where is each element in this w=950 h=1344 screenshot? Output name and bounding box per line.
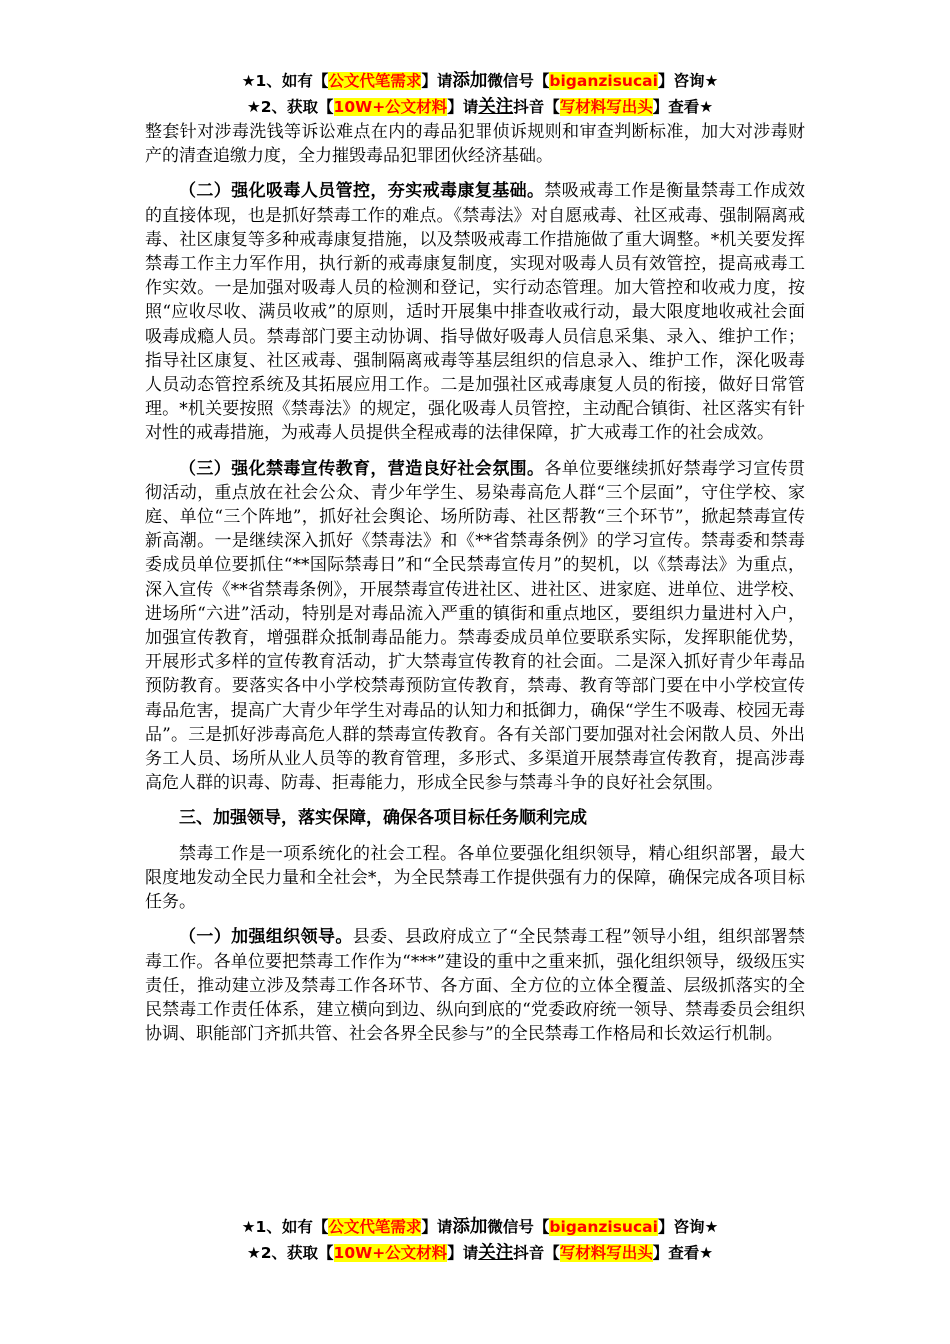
banner-text: 】查看★ [652, 98, 714, 116]
banner-text: 】请 [421, 1218, 453, 1236]
banner-text: ★1、如有【 [241, 72, 329, 90]
banner-text: 微信号【 [487, 72, 550, 90]
banner-emphasis: 添加 [452, 1217, 488, 1237]
banner-line-2 [140, 1240, 820, 1266]
paragraph-heading: （一）加强组织领导。 [179, 927, 353, 948]
paragraph-text: 县委、县政府成立了“全民禁毒工程”领导小组，组织部署禁毒工作。各单位要把禁毒工作作为“***”建设的重中之重来抓，强化组织领导，级级压实责任，推动建立涉及禁毒工作各环节、各方面、全方位的立体全覆盖、层级抓落实的全民禁毒工作责任体系，建立横向到边、纵向到底的“党委政府统一领导、禁毒委员会组织协调、职能部门齐抓共管、社会各界全民参与”的全民禁毒工作格局和长效运行机制。 [145, 927, 805, 1045]
banner-text: 抖音【 [513, 1244, 560, 1262]
banner-highlight: 10W+公文材料 [333, 98, 448, 116]
banner-text: 】请 [421, 72, 453, 90]
banner-line-1 [140, 1214, 820, 1240]
banner-text: 】咨询★ [657, 1218, 719, 1236]
section-heading: 三、加强领导，落实保障，确保各项目标任务顺利完成 [179, 808, 587, 829]
banner-douyin-id: 写材料写出头 [559, 98, 653, 116]
banner-text: ★1、如有【 [241, 1218, 329, 1236]
paragraph-heading: （二）强化吸毒人员管控，夯实戒毒康复基础。 [179, 181, 545, 202]
paragraph-heading: （三）强化禁毒宣传教育，营造良好社会氛围。 [179, 458, 545, 479]
banner-wechat-id: biganzisucai [549, 72, 658, 90]
banner-text: 微信号【 [487, 1218, 550, 1236]
document-body [145, 120, 805, 1057]
banner-emphasis: 添加 [452, 71, 488, 91]
banner-text: 】查看★ [652, 1244, 714, 1262]
banner-text: 抖音【 [513, 98, 560, 116]
ad-banner-bottom [140, 1214, 820, 1266]
banner-wechat-id: biganzisucai [549, 1218, 658, 1236]
banner-line-1 [140, 68, 820, 94]
paragraph-text: 各单位要继续抓好禁毒学习宣传贯彻活动，重点放在社会公众、青少年学生、易染毒高危人群“三个层面”，守住学校、家庭、单位“三个阵地”，抓好社会舆论、场所防毒、社区帮教“三个环节”，掀起禁毒宣传新高潮。一是继续深入抓好《禁毒法》和《**省禁毒条例》的学习宣传。禁毒委和禁毒委成员单位要抓住“**国际禁毒日”和“全民禁毒宣传月”的契机，以《禁毒法》为重点，深入宣传《**省禁毒条例》，开展禁毒宣传进社区、进社区、进家庭、进单位、进学校、进场所“六进”活动，特别是对毒品流入严重的镇街和重点地区，要组织力量进村入户，加强宣传教育，增强群众抵制毒品能力。禁毒委成员单位要联系实际，发挥职能优势，开展形式多样的宣传教育活动，扩大禁毒宣传教育的社会面。二是深入抓好青少年毒品预防教育。要落实各中小学校禁毒预防宣传教育，禁毒、教育等部门要在中小学校宣传毒品危害，提高广大青少年学生对毒品的认知力和抵御力，确保“学生不吸毒、校园无毒品”。三是抓好涉毒高危人群的禁毒宣传教育。各有关部门要加强对社会闲散人员、外出务工人员、场所从业人员等的教育管理，多形式、多渠道开展禁毒宣传教育，提高涉毒高危人群的识毒、防毒、拒毒能力，形成全民参与禁毒斗争的良好社会氛围。 [145, 458, 806, 794]
banner-text: 】请 [447, 98, 479, 116]
paragraph-text: 禁吸戒毒工作是衡量禁毒工作成效的直接体现，也是抓好禁毒工作的难点。《禁毒法》对自愿戒毒、社区戒毒、强制隔离戒毒、社区康复等多种戒毒康复措施，以及禁吸戒毒工作措施做了重大调整。*机关要发挥禁毒工作主力军作用，执行新的戒毒康复制度，实现对吸毒人员有效管控，提高戒毒工作实效。一是加强对吸毒人员的检测和登记，实行动态管理。加大管控和收戒力度，按照“应收尽收、满员收戒”的原则，适时开展集中排查收戒行动，最大限度地收戒社会面吸毒成瘾人员。禁毒部门要主动协调、指导做好吸毒人员信息采集、录入、维护工作；指导社区康复、社区戒毒、强制隔离戒毒等基层组织的信息录入、维护工作，深化吸毒人员动态管控系统及其拓展应用工作。二是加强社区戒毒康复人员的衔接，做好日常管理。*机关要按照《禁毒法》的规定，强化吸毒人员管控，主动配合镇街、社区落实有针对性的戒毒措施，为戒毒人员提供全程戒毒的法律保障，扩大戒毒工作的社会成效。 [145, 181, 806, 444]
ad-banner-top [140, 68, 820, 120]
banner-line-2 [140, 94, 820, 120]
banner-douyin-id: 写材料写出头 [559, 1244, 653, 1262]
banner-text: 】请 [447, 1244, 479, 1262]
banner-text: ★2、获取【 [246, 1244, 334, 1262]
banner-highlight: 10W+公文材料 [333, 1244, 448, 1262]
banner-highlight: 公文代笔需求 [328, 1218, 422, 1236]
paragraph: 禁毒工作是一项系统化的社会工程。各单位要强化组织领导，精心组织部署，最大限度地发动全民力量和全社会*，为全民禁毒工作提供强有力的保障，确保完成各项目标任务。 [145, 843, 805, 913]
paragraph [145, 457, 805, 796]
banner-highlight: 公文代笔需求 [328, 72, 422, 90]
banner-text: 】咨询★ [657, 72, 719, 90]
banner-emphasis: 关注 [478, 97, 514, 117]
paragraph: 整套针对涉毒洗钱等诉讼难点在内的毒品犯罪侦诉规则和审查判断标准，加大对涉毒财产的清查追缴力度，全力摧毁毒品犯罪团伙经济基础。 [145, 122, 805, 167]
paragraph [145, 179, 805, 445]
banner-emphasis: 关注 [478, 1243, 514, 1263]
paragraph [145, 925, 805, 1046]
banner-text: ★2、获取【 [246, 98, 334, 116]
